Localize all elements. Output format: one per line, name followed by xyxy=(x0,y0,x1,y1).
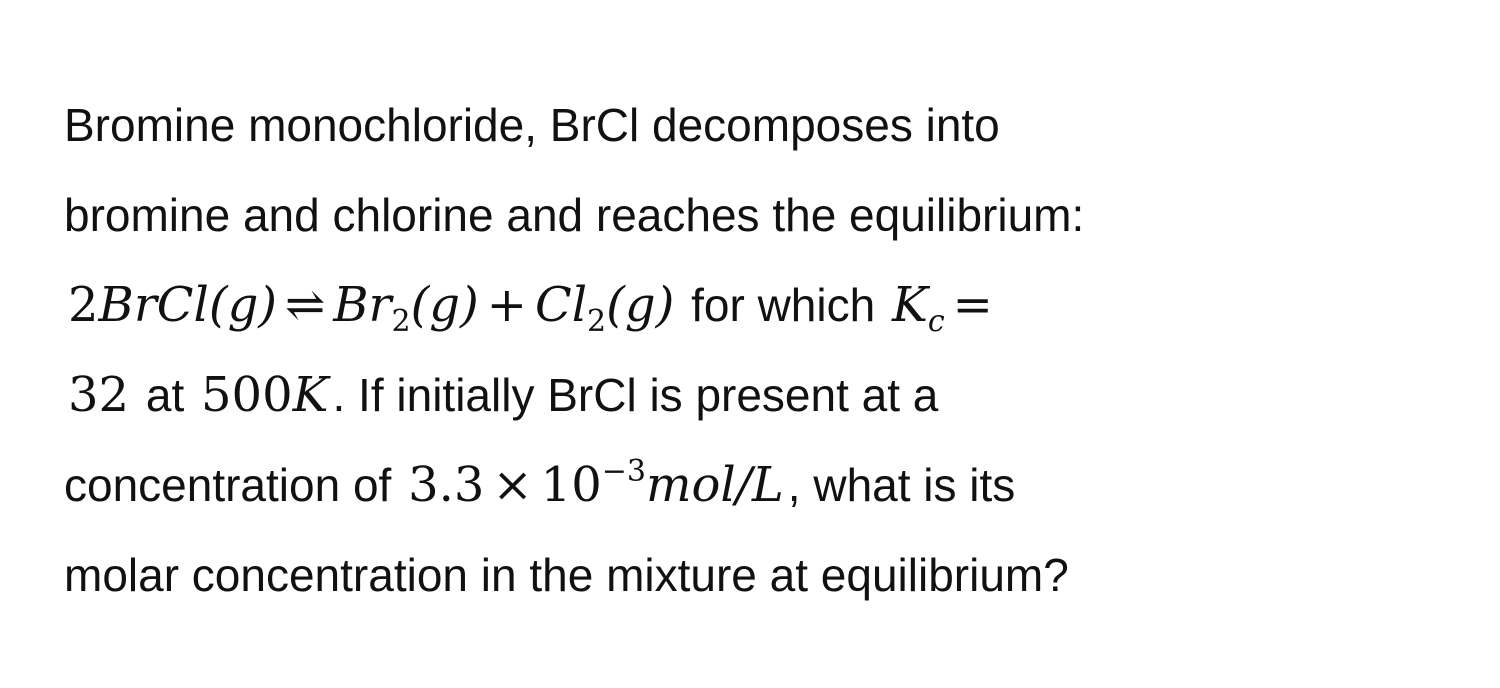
text-at: at xyxy=(145,369,185,421)
equilibrium-arrow: ⇌ xyxy=(285,277,326,333)
plus-sign: + xyxy=(486,277,527,333)
kc-value xyxy=(64,367,133,423)
text-if-initially: . If initially BrCl is present at a xyxy=(332,369,939,421)
product1-formula: Br xyxy=(333,277,392,333)
kc-symbol: K xyxy=(891,277,928,333)
question-line-5 xyxy=(64,440,1444,530)
question-line-6: molar concentration in the mixture at equilibrium? xyxy=(64,549,1069,601)
equals-sign: = xyxy=(952,277,993,333)
product2-state: (g) xyxy=(606,277,675,333)
kc-value-number: 32 xyxy=(68,367,130,423)
temperature-unit: K xyxy=(292,367,329,423)
temperature-value: 500 xyxy=(201,367,293,423)
times-sign: × xyxy=(492,457,533,513)
question-line-1: Bromine monochloride, BrCl decomposes into xyxy=(64,99,1000,151)
concentration-base: 10 xyxy=(540,457,602,513)
text-for-which: for which xyxy=(691,279,876,331)
temperature xyxy=(197,367,332,423)
concentration-exponent: −3 xyxy=(601,454,646,489)
concentration-unit: mol/L xyxy=(645,457,784,513)
question-line-3 xyxy=(64,260,1444,350)
equation-coefficient: 2 xyxy=(68,277,99,333)
equilibrium-constant xyxy=(888,277,1005,339)
question-line-4 xyxy=(64,350,1444,440)
product2-subscript: 2 xyxy=(587,304,607,339)
equilibrium-equation xyxy=(64,277,678,339)
kc-subscript: c xyxy=(927,304,945,339)
concentration-mantissa: 3.3 xyxy=(408,457,485,513)
product1-subscript: 2 xyxy=(391,304,411,339)
question-text xyxy=(64,80,1444,620)
product2-formula: Cl xyxy=(534,277,588,333)
question-line-2: bromine and chlorine and reaches the equilibrium: xyxy=(64,189,1085,241)
reactant-formula: BrCl xyxy=(98,277,209,333)
text-concentration-of: concentration of xyxy=(64,459,392,511)
reactant-state: (g) xyxy=(208,277,278,333)
product1-state: (g) xyxy=(410,277,479,333)
text-what-is-its: , what is its xyxy=(787,459,1016,511)
initial-concentration xyxy=(404,454,788,513)
